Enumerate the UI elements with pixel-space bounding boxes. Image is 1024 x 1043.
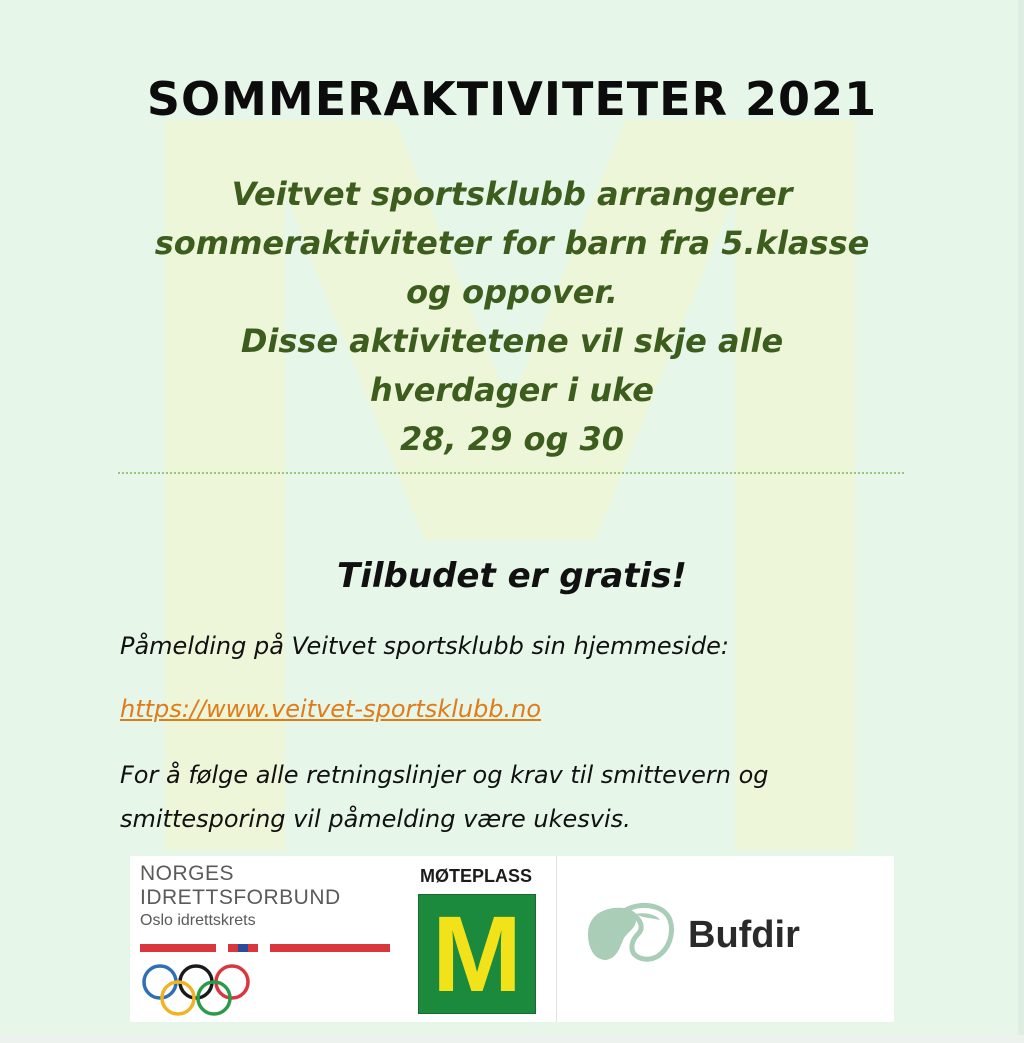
intro-line: 28, 29 og 30 (399, 420, 625, 458)
signup-text: Påmelding på Veitvet sportsklubb sin hjemmeside: (120, 632, 729, 660)
moteplass-letter: M (432, 893, 522, 1014)
nif-name-line: IDRETTSFORBUND (140, 886, 341, 909)
intro-line: Disse aktivitetene vil skje alle (240, 322, 784, 360)
sponsor-logos (130, 856, 894, 1022)
flag-stripes-icon (140, 942, 390, 954)
page-edge (1018, 0, 1024, 1043)
free-offer-heading: Tilbudet er gratis! (337, 556, 687, 596)
page-title: SOMMERAKTIVITETER 2021 (146, 72, 878, 126)
moteplass-logo (412, 856, 540, 1022)
moteplass-badge (418, 894, 536, 1014)
rules-line: For å følge alle retningslinjer og krav til smittevern og (120, 761, 769, 789)
logo-divider (556, 856, 557, 1022)
nif-region: Oslo idrettskrets (140, 912, 256, 929)
intro-line: Veitvet sportsklubb arrangerer (231, 175, 793, 213)
page-bottom-edge (0, 1035, 1024, 1043)
moteplass-label: MØTEPLASS (419, 866, 532, 886)
intro-text (60, 170, 964, 464)
intro-line: sommeraktiviteter for barn fra 5.klasse (154, 224, 870, 262)
bufdir-name: Bufdir (688, 914, 800, 956)
intro-line: og oppover. (406, 273, 618, 311)
nif-logo (140, 862, 400, 1018)
intro-line: hverdager i uke (370, 371, 654, 409)
bufdir-bird-icon (580, 898, 680, 968)
olympic-rings-icon (140, 962, 260, 1018)
club-website-link[interactable]: https://www.veitvet-sportsklubb.no (120, 695, 542, 723)
rules-text (120, 753, 769, 841)
rules-line: smittesporing vil påmelding være ukesvis. (120, 805, 631, 833)
dotted-divider (118, 472, 904, 474)
bufdir-logo (570, 886, 890, 996)
nif-name-line: NORGES (140, 862, 235, 885)
